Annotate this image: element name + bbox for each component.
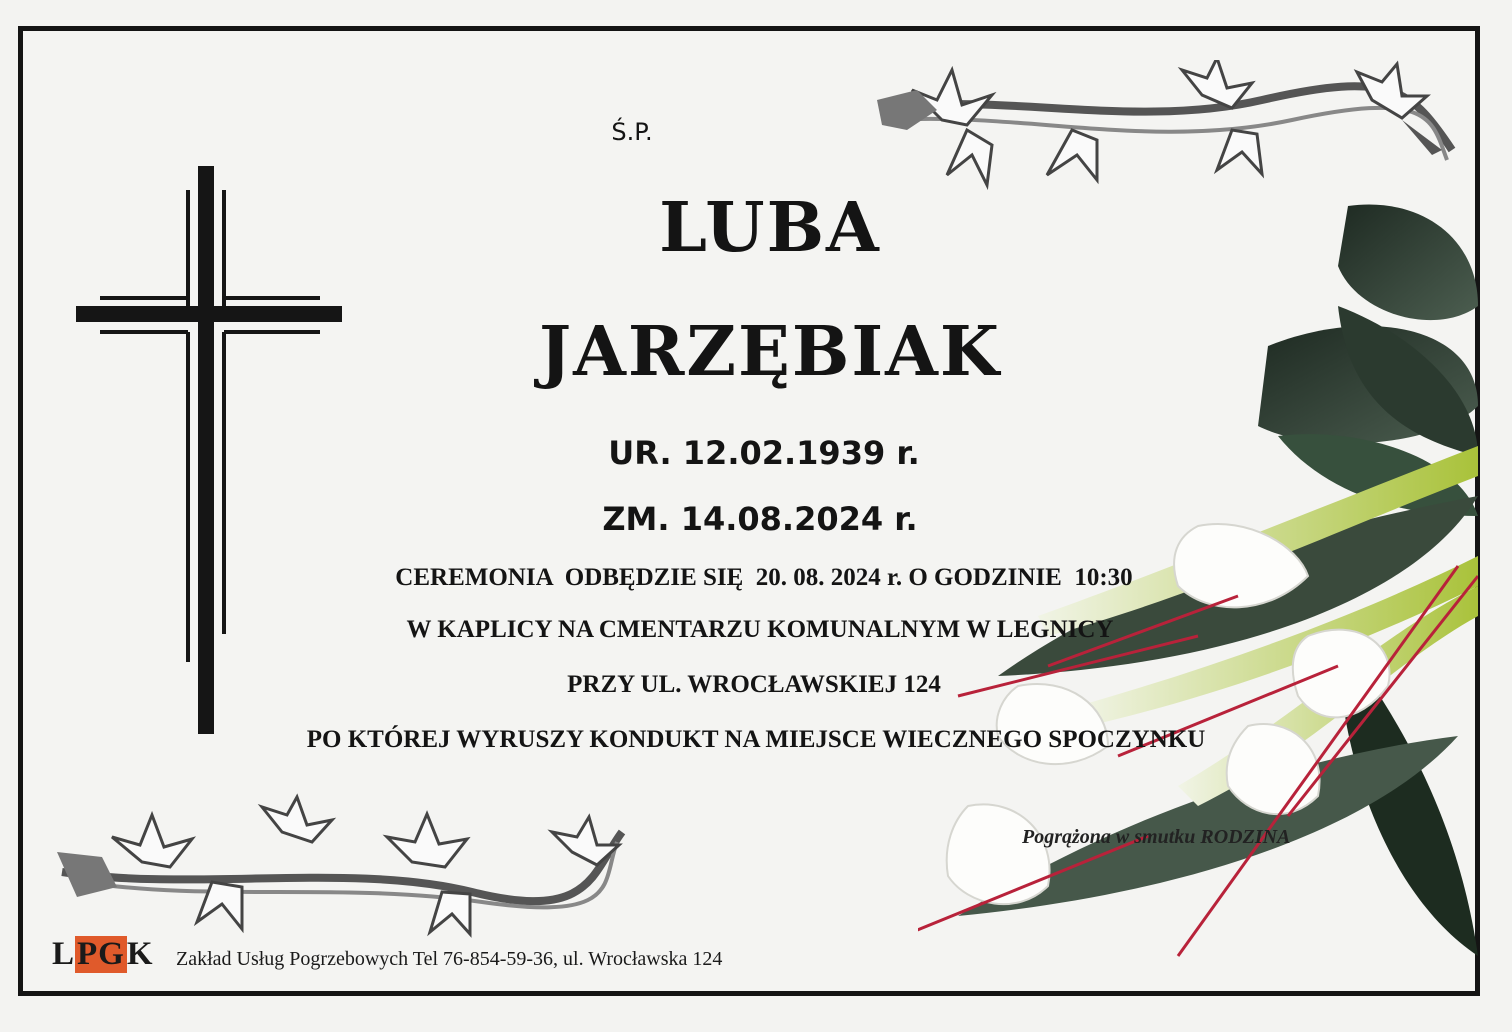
ceremony-line: PRZY UL. WROCŁAWSKIEJ 124 <box>567 671 941 698</box>
death-date: ZM. 14.08.2024 r. <box>602 500 918 538</box>
prefix-text: Ś.P. <box>611 118 653 146</box>
lily-ornament-bottom <box>52 792 632 942</box>
ceremony-line: CEREMONIA ODBĘDZIE SIĘ 20. 08. 2024 r. O GODZINIE 10:30 <box>395 564 1133 591</box>
logo-letter: K <box>126 935 154 972</box>
family-signature: Pogrążona w smutku RODZINA <box>1022 826 1291 848</box>
ceremony-line: W KAPLICY NA CMENTARZU KOMUNALNYM W LEGNICY <box>406 616 1114 643</box>
birth-date: UR. 12.02.1939 r. <box>608 434 920 472</box>
footer-contact: Zakład Usług Pogrzebowych Tel 76-854-59-36, ul. Wrocławska 124 <box>176 948 723 970</box>
logo-highlight: PG <box>77 935 125 972</box>
first-name: LUBA <box>659 188 881 268</box>
company-logo <box>52 936 154 972</box>
ceremony-line: PO KTÓREJ WYRUSZY KONDUKT NA MIEJSCE WIECZNEGO SPOCZYNKU <box>306 726 1206 753</box>
logo-letter: L <box>52 935 76 972</box>
last-name: JARZĘBIAK <box>538 312 1002 392</box>
